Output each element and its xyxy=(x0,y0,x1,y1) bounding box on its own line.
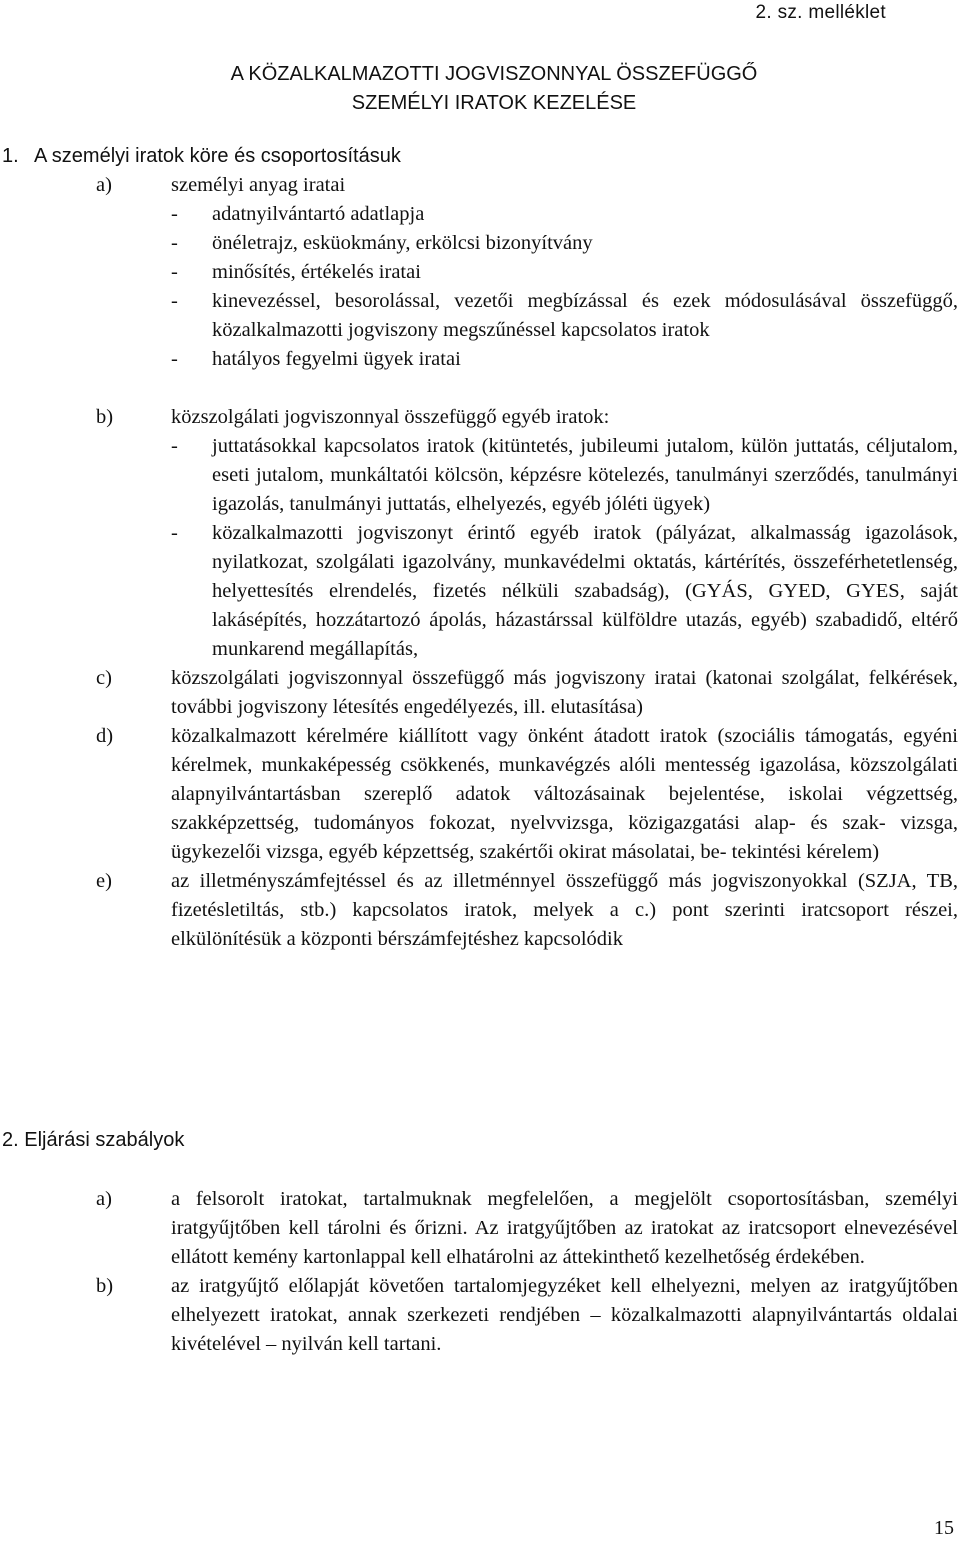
list-item-d xyxy=(96,722,958,867)
item-label-a: a) xyxy=(96,174,112,196)
dash-marker: - xyxy=(171,232,178,254)
sub-item-text: minősítés, értékelés iratai xyxy=(212,261,421,283)
title-line-1: A KÖZALKALMAZOTTI JOGVISZONNYAL ÖSSZEFÜGGŐ xyxy=(230,63,758,85)
section-2-list xyxy=(96,1185,958,1359)
dash-marker: - xyxy=(171,290,178,312)
sub-item-a-2 xyxy=(171,229,958,258)
sub-item-text: adatnyilvántartó adatlapja xyxy=(212,203,425,225)
item-label-e: e) xyxy=(96,870,112,892)
document-title xyxy=(0,60,960,118)
rule-text-b: az iratgyűjtő előlapját követően tartalomjegyzéket kell elhelyezni, melyen az iratgyűjtőben elhelyezett iratokat, annak szerkezeti rendjében – közalkalmazotti alapnyilvántartás oldalai kivételével – nyilván kell tartani. xyxy=(171,1275,958,1355)
sub-item-b-1 xyxy=(171,432,958,519)
item-text-e: az illetményszámfejtéssel és az illetménnyel összefüggő más jogviszonyokkal (SZJA, TB, fizetésletiltás, stb.) kapcsolatos iratok, melyek a c.) pont szerinti iratcsoport részei, elkülönítésük a központi bérszámfejtéshez kapcsolódik xyxy=(171,870,958,950)
sub-item-a-3 xyxy=(171,258,958,287)
item-label-b: b) xyxy=(96,406,114,428)
title-line-2: SZEMÉLYI IRATOK KEZELÉSE xyxy=(351,92,637,114)
sub-item-text: hatályos fegyelmi ügyek iratai xyxy=(212,348,461,370)
rule-text-a: a felsorolt iratokat, tartalmuknak megfelelően, a megjelölt csoportosításban, személyi iratgyűjtőben kell tárolni és őrizni. Az iratgyűjtőben az iratokat az iratcsoport elnevezésével ellátott kemény kartonlappal kell elhatárolni az áttekinthető kezelhetőség érdekében. xyxy=(171,1188,958,1268)
annex-label: 2. sz. melléklet xyxy=(755,2,886,23)
section-1-list xyxy=(96,171,958,954)
item-text-a: személyi anyag iratai xyxy=(171,174,346,196)
section-1-title: A személyi iratok köre és csoportosításuk xyxy=(34,145,401,167)
section-2-title: Eljárási szabályok xyxy=(24,1129,185,1151)
section-2-number: 2. xyxy=(2,1129,19,1151)
page-number: 15 xyxy=(934,1517,954,1539)
rule-item-b xyxy=(96,1272,958,1359)
item-label-c: c) xyxy=(96,667,112,689)
item-text-d: közalkalmazott kérelmére kiállított vagy önként átadott iratok (szociális támogatás, egyéni kérelmek, munkaképesség csökkenés, munkavégzés alóli mentesség igazolása, közszolgálati alapnyilvántartásban szereplő adatok változásainak bejelentése, iskolai végzettség, szakképzettség, tudományos fokozat, nyelvvizsga, közigazgatási alap- és szak- vizsga, ügykezelői vizsga, egyéb képzettség, szakértői okirat másolatai, be- tekintési kérelem) xyxy=(171,725,958,863)
dash-marker: - xyxy=(171,522,178,544)
dash-marker: - xyxy=(171,348,178,370)
rule-label-a: a) xyxy=(96,1188,112,1210)
list-item-e xyxy=(96,867,958,954)
sub-item-text: közalkalmazotti jogviszonyt érintő egyéb iratok (pályázat, alkalmasság igazolások, nyilatkozat, szolgálati igazolvány, munkavédelmi oktatás, kártérítés, összeférhetetlenség, helyettesítés elrendelés, fizetés nélküli szabadság), (GYÁS, GYED, GYES, saját lakásépítés, hozzátartozó ápolás, házastárssal külföldre utazás, egyéb) szabadidő, eltérő munkarend megállapítás, xyxy=(212,522,958,660)
sub-item-b-2 xyxy=(171,519,958,664)
item-label-d: d) xyxy=(96,725,114,747)
rule-item-a xyxy=(96,1185,958,1272)
dash-marker: - xyxy=(171,435,178,457)
list-item-b xyxy=(96,403,958,664)
dash-marker: - xyxy=(171,203,178,225)
item-text-c: közszolgálati jogviszonnyal összefüggő más jogviszony iratai (katonai szolgálat, felkérések, további jogviszony létesítés engedélyezés, ill. elutasítása) xyxy=(171,667,958,718)
section-1-number: 1. xyxy=(2,145,19,167)
section-2-heading xyxy=(2,1126,184,1155)
sub-item-a-4 xyxy=(171,287,958,345)
sub-item-text: önéletrajz, esküokmány, erkölcsi bizonyítvány xyxy=(212,232,593,254)
sub-item-a-1 xyxy=(171,200,958,229)
list-item-c xyxy=(96,664,958,722)
section-1-heading xyxy=(2,142,401,171)
sub-item-a-5 xyxy=(171,345,958,374)
sub-item-text: kinevezéssel, besorolással, vezetői megbízással és ezek módosulásával összefüggő, közalkalmazotti jogviszony megszűnéssel kapcsolatos iratok xyxy=(212,290,958,341)
item-text-b: közszolgálati jogviszonnyal összefüggő egyéb iratok: xyxy=(171,406,610,428)
sub-item-text: juttatásokkal kapcsolatos iratok (kitüntetés, jubileumi jutalom, külön juttatás, céljutalom, eseti jutalom, munkáltatói kölcsön, képzésre kötelezés, tanulmányi szerződés, tanulmányi igazolás, tanulmányi juttatás, elhelyezés, egyéb jóléti ügyek) xyxy=(212,435,958,515)
dash-marker: - xyxy=(171,261,178,283)
list-item-a xyxy=(96,171,958,374)
rule-label-b: b) xyxy=(96,1275,114,1297)
